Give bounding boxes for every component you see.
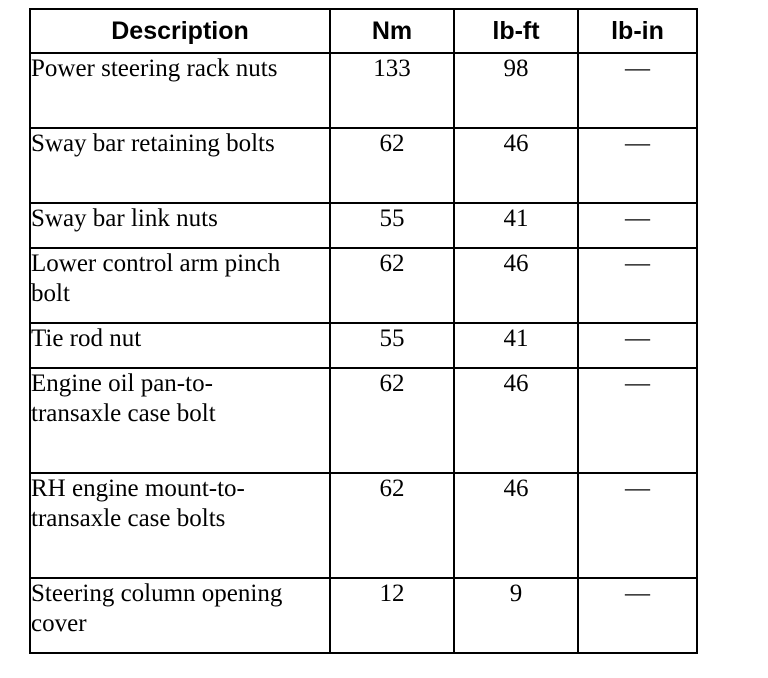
- cell-lb-in: —: [578, 128, 697, 203]
- header-description: Description: [30, 9, 330, 53]
- cell-nm: 62: [330, 128, 454, 203]
- table-row: [30, 323, 697, 368]
- cell-lb-in: —: [578, 578, 697, 653]
- cell-lb-in: —: [578, 248, 697, 323]
- header-lb-ft: lb-ft: [454, 9, 578, 53]
- cell-nm: 62: [330, 473, 454, 578]
- table-row: [30, 368, 697, 473]
- cell-lb-ft: 46: [454, 368, 578, 473]
- cell-lb-in: —: [578, 473, 697, 578]
- table-row: [30, 53, 697, 128]
- cell-description: Power steering rack nuts: [30, 53, 330, 128]
- cell-lb-ft: 46: [454, 128, 578, 203]
- cell-description: Sway bar retaining bolts: [30, 128, 330, 203]
- table-row: [30, 473, 697, 578]
- cell-lb-ft: 9: [454, 578, 578, 653]
- cell-lb-ft: 46: [454, 248, 578, 323]
- cell-lb-ft: 41: [454, 203, 578, 248]
- cell-lb-in: —: [578, 323, 697, 368]
- table-row: [30, 128, 697, 203]
- cell-lb-ft: 46: [454, 473, 578, 578]
- cell-nm: 62: [330, 368, 454, 473]
- cell-description: Tie rod nut: [30, 323, 330, 368]
- cell-description: Steering column opening cover: [30, 578, 330, 653]
- cell-nm: 12: [330, 578, 454, 653]
- table-row: [30, 248, 697, 323]
- cell-nm: 62: [330, 248, 454, 323]
- header-nm: Nm: [330, 9, 454, 53]
- cell-description: Engine oil pan-to-transaxle case bolt: [30, 368, 330, 473]
- header-row: [30, 9, 697, 53]
- cell-lb-ft: 41: [454, 323, 578, 368]
- torque-spec-table: [29, 8, 698, 654]
- cell-lb-in: —: [578, 53, 697, 128]
- cell-lb-in: —: [578, 368, 697, 473]
- table-row: [30, 203, 697, 248]
- cell-description: RH engine mount-to-transaxle case bolts: [30, 473, 330, 578]
- cell-nm: 133: [330, 53, 454, 128]
- header-lb-in: lb-in: [578, 9, 697, 53]
- cell-lb-in: —: [578, 203, 697, 248]
- cell-nm: 55: [330, 203, 454, 248]
- cell-lb-ft: 98: [454, 53, 578, 128]
- cell-description: Sway bar link nuts: [30, 203, 330, 248]
- table-row: [30, 578, 697, 653]
- cell-nm: 55: [330, 323, 454, 368]
- cell-description: Lower control arm pinch bolt: [30, 248, 330, 323]
